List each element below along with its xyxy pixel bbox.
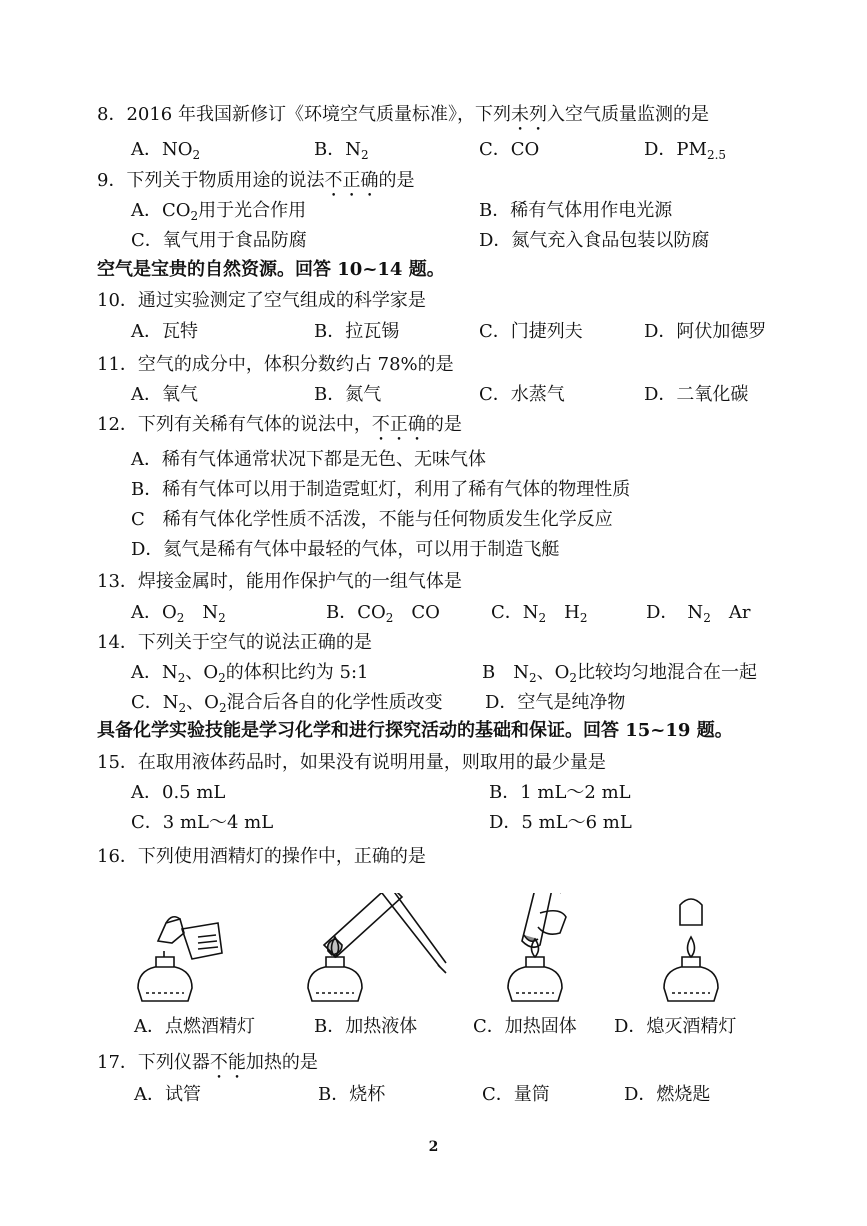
q8-option-d [644,139,726,161]
q15-option-a: A．0.5 mL [131,782,226,803]
text-segment: 不正确 [371,414,426,435]
question-15-stem: 15．在取用液体药品时，如果没有说明用量，则取用的最少量是 [97,752,606,773]
q12-option-b: B．稀有气体可以用于制造霓虹灯，利用了稀有气体的物理性质 [131,479,631,500]
question-13-stem: 13．焊接金属时，能用作保护气的一组气体是 [97,571,462,592]
lamp-heating-solid-icon [508,893,568,1001]
subscript: 2.5 [706,148,727,162]
q9-option-d [479,230,709,252]
subscript: 2 [703,611,711,625]
text-segment: 不正确 [324,170,379,191]
text-segment: D．氮气充入食品包装以防腐 [479,230,710,251]
q15-option-c: C．3 mL～4 mL [131,812,274,833]
subscript: 2 [569,671,578,685]
text-segment: 的是 [425,414,462,435]
text-segment: 用于光合作用 [198,200,307,221]
question-9-stem [97,170,414,201]
q14-option-c [131,692,443,714]
question-11-stem: 11．空气的成分中，体积分数约占 78%的是 [97,354,454,375]
text-segment: 混合后各自的化学性质改变 [226,692,443,713]
text-segment: 、O [536,662,570,683]
q8-option-b [314,139,369,161]
text-segment: H [546,602,580,623]
text-segment: A．CO [131,200,191,221]
subscript: 2 [538,611,547,625]
text-segment: 17．下列仪器 [97,1052,210,1073]
q17-option-d: D．燃烧匙 [624,1084,711,1105]
text-segment: A．N [131,662,178,683]
lamp-heating-liquid-icon [308,893,446,1001]
text-segment: 不能 [209,1052,246,1073]
q13-option-c [491,602,588,624]
text-segment: A．O [131,602,177,623]
text-segment: C．N [131,692,179,713]
lamp-lighting-icon [138,917,222,1001]
text-segment: A．NO [131,139,193,160]
q13-option-b [326,602,440,624]
q17-option-a: A．试管 [134,1084,201,1105]
q10-option-b: B．拉瓦锡 [314,321,400,342]
q14-option-b [482,662,757,684]
q14-option-a [131,662,369,684]
q12-option-d: D．氦气是稀有气体中最轻的气体，可以用于制造飞艇 [131,539,560,560]
q16-option-b: B．加热液体 [314,1016,418,1037]
q12-option-c: C 稀有气体化学性质不活泼，不能与任何物质发生化学反应 [131,509,613,530]
q13-option-a [131,602,226,624]
q15-option-b: B．1 mL～2 mL [489,782,631,803]
q11-option-a: A．氧气 [131,384,198,405]
subscript: 2 [192,148,201,162]
q16-option-c: C．加热固体 [473,1016,577,1037]
text-segment: 8． [97,104,127,125]
q16-option-d: D．熄灭酒精灯 [614,1016,737,1037]
text-segment: B．CO [326,602,386,623]
subscript: 2 [176,611,185,625]
text-segment: B．N [314,139,361,160]
q8-option-a [131,139,200,161]
text-segment: D．PM [644,139,707,160]
subscript: 2 [178,701,187,715]
q9-option-a [131,200,306,222]
text-segment: 、O [185,662,219,683]
q15-option-d: D．5 mL～6 mL [489,812,632,833]
section-heading-2: 具备化学实验技能是学习化学和进行探究活动的基础和保证。回答 15~19 题。 [97,720,733,741]
subscript: 2 [360,148,369,162]
q8-option-c [479,139,539,161]
subscript: 2 [218,611,226,625]
text-segment: B N [482,662,529,683]
subscript: 2 [218,701,227,715]
q13-option-d [646,602,750,624]
subscript: 2 [177,671,186,685]
text-segment: 下列关于物质用途的说法 [126,170,325,191]
q14-option-d: D．空气是纯净物 [485,692,626,713]
page-number: 2 [428,1139,439,1155]
q11-option-b: B．氮气 [314,384,382,405]
subscript: 2 [218,671,226,685]
question-17-stem [97,1052,318,1083]
q10-option-c: C．门捷列夫 [479,321,583,342]
q17-option-c: C．量筒 [482,1084,550,1105]
subscript: 2 [579,611,588,625]
subscript: 2 [190,209,199,223]
text-segment: C．N [491,602,539,623]
text-segment: CO [393,602,440,623]
text-segment: N [184,602,219,623]
text-segment: 、O [186,692,219,713]
text-segment: C．CO [479,139,540,160]
q9-option-b [479,200,672,222]
text-segment: 加热的是 [245,1052,318,1073]
question-12-stem [97,414,462,445]
question-10-stem: 10．通过实验测定了空气组成的科学家是 [97,290,426,311]
text-segment: 的是 [378,170,415,191]
q17-option-b: B．烧杯 [318,1084,386,1105]
text-segment: 9． [97,170,127,191]
question-8-stem [97,104,709,135]
question-16-stem: 16．下列使用酒精灯的操作中，正确的是 [97,846,426,867]
text-segment: 未列 [510,104,547,125]
question-14-stem: 14．下列关于空气的说法正确的是 [97,632,372,653]
q11-option-c: C．水蒸气 [479,384,565,405]
subscript: 2 [528,671,537,685]
q16-option-a: A．点燃酒精灯 [134,1016,255,1037]
q10-option-d: D．阿伏加德罗 [644,321,767,342]
alcohol-lamp-figures [120,893,800,1013]
text-segment: C．氧气用于食品防腐 [131,230,307,251]
text-segment: 2016 年我国新修订《环境空气质量标准》，下列 [126,104,511,125]
text-segment: 比较均匀地混合在一起 [577,662,758,683]
q11-option-d: D．二氧化碳 [644,384,749,405]
text-segment: Ar [710,602,751,623]
text-segment: 12．下列有关稀有气体的说法中， [97,414,372,435]
text-segment: B．稀有气体用作电光源 [479,200,673,221]
text-segment: 的体积比约为 5:1 [225,662,369,683]
q12-option-a: A．稀有气体通常状况下都是无色、无味气体 [131,449,486,470]
subscript: 2 [385,611,394,625]
lamp-extinguishing-icon [664,899,718,1001]
text-segment: D． N [646,602,704,623]
section-heading-1: 空气是宝贵的自然资源。回答 10~14 题。 [97,259,445,280]
text-segment: 入空气质量监测的是 [546,104,709,125]
q10-option-a: A．瓦特 [131,321,198,342]
q9-option-c [131,230,307,252]
